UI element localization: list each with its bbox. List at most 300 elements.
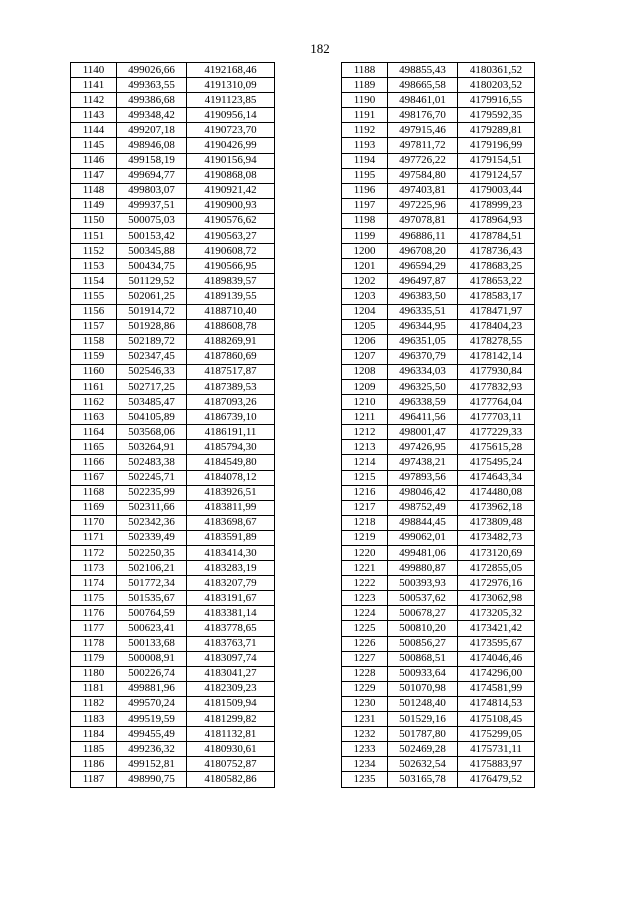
y-coordinate-cell: 4179154,51 <box>458 153 535 168</box>
x-coordinate-cell: 496886,11 <box>388 229 458 244</box>
point-number-cell: 1228 <box>342 666 388 681</box>
table-row <box>71 681 275 696</box>
point-number-cell: 1197 <box>342 198 388 213</box>
x-coordinate-cell: 502339,49 <box>117 530 187 545</box>
table-row <box>342 470 535 485</box>
point-number-cell: 1173 <box>71 561 117 576</box>
point-number-cell: 1184 <box>71 727 117 742</box>
point-number-cell: 1169 <box>71 500 117 515</box>
point-number-cell: 1177 <box>71 621 117 636</box>
y-coordinate-cell: 4178142,14 <box>458 349 535 364</box>
point-number-cell: 1153 <box>71 259 117 274</box>
table-row <box>71 410 275 425</box>
table-row <box>342 334 535 349</box>
x-coordinate-cell: 499363,55 <box>117 78 187 93</box>
x-coordinate-cell: 500434,75 <box>117 259 187 274</box>
y-coordinate-cell: 4174480,08 <box>458 485 535 500</box>
point-number-cell: 1221 <box>342 561 388 576</box>
table-row <box>71 244 275 259</box>
table-row <box>342 666 535 681</box>
y-coordinate-cell: 4187093,26 <box>187 395 275 410</box>
y-coordinate-cell: 4191123,85 <box>187 93 275 108</box>
table-row <box>71 183 275 198</box>
y-coordinate-cell: 4174643,34 <box>458 470 535 485</box>
point-number-cell: 1223 <box>342 591 388 606</box>
y-coordinate-cell: 4175299,05 <box>458 727 535 742</box>
x-coordinate-cell: 499207,18 <box>117 123 187 138</box>
y-coordinate-cell: 4178999,23 <box>458 198 535 213</box>
table-row <box>71 636 275 651</box>
x-coordinate-cell: 500933,64 <box>388 666 458 681</box>
point-number-cell: 1168 <box>71 485 117 500</box>
point-number-cell: 1219 <box>342 530 388 545</box>
x-coordinate-cell: 498946,08 <box>117 138 187 153</box>
x-coordinate-cell: 498990,75 <box>117 772 187 787</box>
y-coordinate-cell: 4177229,33 <box>458 425 535 440</box>
point-number-cell: 1217 <box>342 500 388 515</box>
point-number-cell: 1226 <box>342 636 388 651</box>
y-coordinate-cell: 4190723,70 <box>187 123 275 138</box>
x-coordinate-cell: 502546,33 <box>117 364 187 379</box>
x-coordinate-cell: 499455,49 <box>117 727 187 742</box>
table-row <box>71 364 275 379</box>
y-coordinate-cell: 4188710,40 <box>187 304 275 319</box>
table-row <box>342 138 535 153</box>
point-number-cell: 1171 <box>71 530 117 545</box>
point-number-cell: 1163 <box>71 410 117 425</box>
table-row <box>71 515 275 530</box>
x-coordinate-cell: 497426,95 <box>388 440 458 455</box>
x-coordinate-cell: 499158,19 <box>117 153 187 168</box>
point-number-cell: 1160 <box>71 364 117 379</box>
x-coordinate-cell: 497726,22 <box>388 153 458 168</box>
table-body <box>71 63 275 788</box>
x-coordinate-cell: 496370,79 <box>388 349 458 364</box>
x-coordinate-cell: 502245,71 <box>117 470 187 485</box>
point-number-cell: 1191 <box>342 108 388 123</box>
y-coordinate-cell: 4184078,12 <box>187 470 275 485</box>
point-number-cell: 1188 <box>342 63 388 78</box>
table-row <box>342 576 535 591</box>
y-coordinate-cell: 4183207,79 <box>187 576 275 591</box>
table-row <box>71 153 275 168</box>
point-number-cell: 1152 <box>71 244 117 259</box>
table-row <box>342 696 535 711</box>
table-row <box>71 334 275 349</box>
table-row <box>342 712 535 727</box>
y-coordinate-cell: 4190576,62 <box>187 213 275 228</box>
x-coordinate-cell: 498844,45 <box>388 515 458 530</box>
point-number-cell: 1193 <box>342 138 388 153</box>
table-row <box>342 772 535 787</box>
y-coordinate-cell: 4175495,24 <box>458 455 535 470</box>
x-coordinate-cell: 498461,01 <box>388 93 458 108</box>
y-coordinate-cell: 4174296,00 <box>458 666 535 681</box>
point-number-cell: 1176 <box>71 606 117 621</box>
x-coordinate-cell: 500133,68 <box>117 636 187 651</box>
point-number-cell: 1185 <box>71 742 117 757</box>
y-coordinate-cell: 4187389,53 <box>187 379 275 394</box>
y-coordinate-cell: 4173205,32 <box>458 606 535 621</box>
x-coordinate-cell: 499519,59 <box>117 712 187 727</box>
point-number-cell: 1140 <box>71 63 117 78</box>
x-coordinate-cell: 501772,34 <box>117 576 187 591</box>
x-coordinate-cell: 497893,56 <box>388 470 458 485</box>
point-number-cell: 1225 <box>342 621 388 636</box>
y-coordinate-cell: 4172976,16 <box>458 576 535 591</box>
point-number-cell: 1164 <box>71 425 117 440</box>
y-coordinate-cell: 4173421,42 <box>458 621 535 636</box>
table-row <box>71 395 275 410</box>
y-coordinate-cell: 4190900,93 <box>187 198 275 213</box>
point-number-cell: 1207 <box>342 349 388 364</box>
point-number-cell: 1204 <box>342 304 388 319</box>
table-row <box>71 651 275 666</box>
point-number-cell: 1144 <box>71 123 117 138</box>
table-row <box>342 259 535 274</box>
x-coordinate-cell: 500764,59 <box>117 606 187 621</box>
table-row <box>342 213 535 228</box>
x-coordinate-cell: 502189,72 <box>117 334 187 349</box>
table-row <box>342 78 535 93</box>
point-number-cell: 1166 <box>71 455 117 470</box>
y-coordinate-cell: 4183097,74 <box>187 651 275 666</box>
x-coordinate-cell: 496344,95 <box>388 319 458 334</box>
y-coordinate-cell: 4183591,89 <box>187 530 275 545</box>
point-number-cell: 1198 <box>342 213 388 228</box>
table-row <box>71 78 275 93</box>
y-coordinate-cell: 4190156,94 <box>187 153 275 168</box>
table-row <box>342 153 535 168</box>
table-row <box>71 712 275 727</box>
x-coordinate-cell: 499880,87 <box>388 561 458 576</box>
x-coordinate-cell: 500075,03 <box>117 213 187 228</box>
x-coordinate-cell: 497811,72 <box>388 138 458 153</box>
point-number-cell: 1182 <box>71 696 117 711</box>
point-number-cell: 1158 <box>71 334 117 349</box>
point-number-cell: 1146 <box>71 153 117 168</box>
x-coordinate-cell: 501928,86 <box>117 319 187 334</box>
table-body <box>342 63 535 788</box>
y-coordinate-cell: 4187517,87 <box>187 364 275 379</box>
point-number-cell: 1229 <box>342 681 388 696</box>
point-number-cell: 1172 <box>71 546 117 561</box>
point-number-cell: 1232 <box>342 727 388 742</box>
point-number-cell: 1155 <box>71 289 117 304</box>
x-coordinate-cell: 499694,77 <box>117 168 187 183</box>
coordinates-table-right <box>341 62 535 788</box>
x-coordinate-cell: 502235,99 <box>117 485 187 500</box>
table-row <box>342 591 535 606</box>
x-coordinate-cell: 499348,42 <box>117 108 187 123</box>
y-coordinate-cell: 4173482,73 <box>458 530 535 545</box>
x-coordinate-cell: 496351,05 <box>388 334 458 349</box>
y-coordinate-cell: 4181299,82 <box>187 712 275 727</box>
y-coordinate-cell: 4174581,99 <box>458 681 535 696</box>
y-coordinate-cell: 4178653,22 <box>458 274 535 289</box>
y-coordinate-cell: 4183414,30 <box>187 546 275 561</box>
point-number-cell: 1148 <box>71 183 117 198</box>
point-number-cell: 1178 <box>71 636 117 651</box>
x-coordinate-cell: 499570,24 <box>117 696 187 711</box>
table-row <box>71 591 275 606</box>
y-coordinate-cell: 4178583,17 <box>458 289 535 304</box>
table-row <box>342 229 535 244</box>
point-number-cell: 1216 <box>342 485 388 500</box>
table-row <box>71 123 275 138</box>
table-row <box>342 108 535 123</box>
y-coordinate-cell: 4188608,78 <box>187 319 275 334</box>
table-row <box>342 364 535 379</box>
point-number-cell: 1157 <box>71 319 117 334</box>
y-coordinate-cell: 4174046,46 <box>458 651 535 666</box>
x-coordinate-cell: 499481,06 <box>388 546 458 561</box>
x-coordinate-cell: 496334,03 <box>388 364 458 379</box>
point-number-cell: 1183 <box>71 712 117 727</box>
table-row <box>342 410 535 425</box>
x-coordinate-cell: 501914,72 <box>117 304 187 319</box>
point-number-cell: 1196 <box>342 183 388 198</box>
y-coordinate-cell: 4184549,80 <box>187 455 275 470</box>
table-row <box>342 636 535 651</box>
y-coordinate-cell: 4182309,23 <box>187 681 275 696</box>
point-number-cell: 1199 <box>342 229 388 244</box>
x-coordinate-cell: 496708,20 <box>388 244 458 259</box>
y-coordinate-cell: 4187860,69 <box>187 349 275 364</box>
y-coordinate-cell: 4189139,55 <box>187 289 275 304</box>
x-coordinate-cell: 501529,16 <box>388 712 458 727</box>
table-row <box>342 274 535 289</box>
point-number-cell: 1212 <box>342 425 388 440</box>
table-row <box>71 455 275 470</box>
x-coordinate-cell: 497915,46 <box>388 123 458 138</box>
table-row <box>71 727 275 742</box>
table-row <box>71 772 275 787</box>
x-coordinate-cell: 496411,56 <box>388 410 458 425</box>
y-coordinate-cell: 4183778,65 <box>187 621 275 636</box>
table-row <box>342 168 535 183</box>
table-row <box>71 621 275 636</box>
table-row <box>342 621 535 636</box>
y-coordinate-cell: 4178784,51 <box>458 229 535 244</box>
y-coordinate-cell: 4177832,93 <box>458 379 535 394</box>
table-row <box>342 455 535 470</box>
table-row <box>71 274 275 289</box>
table-row <box>342 757 535 772</box>
x-coordinate-cell: 498176,70 <box>388 108 458 123</box>
point-number-cell: 1231 <box>342 712 388 727</box>
table-row <box>71 213 275 228</box>
y-coordinate-cell: 4190868,08 <box>187 168 275 183</box>
x-coordinate-cell: 497225,96 <box>388 198 458 213</box>
page-number: 182 <box>310 41 330 56</box>
x-coordinate-cell: 498046,42 <box>388 485 458 500</box>
y-coordinate-cell: 4192168,46 <box>187 63 275 78</box>
y-coordinate-cell: 4178683,25 <box>458 259 535 274</box>
point-number-cell: 1192 <box>342 123 388 138</box>
y-coordinate-cell: 4179124,57 <box>458 168 535 183</box>
y-coordinate-cell: 4179196,99 <box>458 138 535 153</box>
table-row <box>342 395 535 410</box>
y-coordinate-cell: 4173120,69 <box>458 546 535 561</box>
point-number-cell: 1181 <box>71 681 117 696</box>
table-row <box>71 606 275 621</box>
x-coordinate-cell: 499803,07 <box>117 183 187 198</box>
y-coordinate-cell: 4180361,52 <box>458 63 535 78</box>
table-row <box>71 168 275 183</box>
y-coordinate-cell: 4178736,43 <box>458 244 535 259</box>
x-coordinate-cell: 501248,40 <box>388 696 458 711</box>
y-coordinate-cell: 4183698,67 <box>187 515 275 530</box>
y-coordinate-cell: 4180582,86 <box>187 772 275 787</box>
point-number-cell: 1206 <box>342 334 388 349</box>
table-row <box>71 138 275 153</box>
x-coordinate-cell: 504105,89 <box>117 410 187 425</box>
y-coordinate-cell: 4175883,97 <box>458 757 535 772</box>
point-number-cell: 1200 <box>342 244 388 259</box>
table-row <box>71 63 275 78</box>
point-number-cell: 1220 <box>342 546 388 561</box>
point-number-cell: 1151 <box>71 229 117 244</box>
x-coordinate-cell: 496338,59 <box>388 395 458 410</box>
x-coordinate-cell: 503165,78 <box>388 772 458 787</box>
table-row <box>342 440 535 455</box>
point-number-cell: 1230 <box>342 696 388 711</box>
table-row <box>342 183 535 198</box>
point-number-cell: 1143 <box>71 108 117 123</box>
y-coordinate-cell: 4180930,61 <box>187 742 275 757</box>
table-row <box>342 289 535 304</box>
point-number-cell: 1141 <box>71 78 117 93</box>
y-coordinate-cell: 4190563,27 <box>187 229 275 244</box>
x-coordinate-cell: 500537,62 <box>388 591 458 606</box>
x-coordinate-cell: 497438,21 <box>388 455 458 470</box>
table-row <box>342 727 535 742</box>
point-number-cell: 1234 <box>342 757 388 772</box>
y-coordinate-cell: 4186191,11 <box>187 425 275 440</box>
x-coordinate-cell: 499062,01 <box>388 530 458 545</box>
table-row <box>342 606 535 621</box>
table-row <box>342 379 535 394</box>
point-number-cell: 1218 <box>342 515 388 530</box>
x-coordinate-cell: 500393,93 <box>388 576 458 591</box>
y-coordinate-cell: 4179003,44 <box>458 183 535 198</box>
x-coordinate-cell: 501535,67 <box>117 591 187 606</box>
x-coordinate-cell: 500856,27 <box>388 636 458 651</box>
y-coordinate-cell: 4181509,94 <box>187 696 275 711</box>
y-coordinate-cell: 4173809,48 <box>458 515 535 530</box>
x-coordinate-cell: 500868,51 <box>388 651 458 666</box>
point-number-cell: 1233 <box>342 742 388 757</box>
x-coordinate-cell: 500623,41 <box>117 621 187 636</box>
point-number-cell: 1175 <box>71 591 117 606</box>
point-number-cell: 1145 <box>71 138 117 153</box>
point-number-cell: 1195 <box>342 168 388 183</box>
y-coordinate-cell: 4173595,67 <box>458 636 535 651</box>
table-row <box>71 666 275 681</box>
x-coordinate-cell: 500810,20 <box>388 621 458 636</box>
x-coordinate-cell: 502342,36 <box>117 515 187 530</box>
table-row <box>71 561 275 576</box>
x-coordinate-cell: 499026,66 <box>117 63 187 78</box>
table-row <box>342 349 535 364</box>
table-row <box>71 379 275 394</box>
x-coordinate-cell: 499236,32 <box>117 742 187 757</box>
table-row <box>342 515 535 530</box>
point-number-cell: 1174 <box>71 576 117 591</box>
y-coordinate-cell: 4178404,23 <box>458 319 535 334</box>
x-coordinate-cell: 499386,68 <box>117 93 187 108</box>
point-number-cell: 1224 <box>342 606 388 621</box>
y-coordinate-cell: 4181132,81 <box>187 727 275 742</box>
table-row <box>71 259 275 274</box>
point-number-cell: 1149 <box>71 198 117 213</box>
table-row <box>342 681 535 696</box>
y-coordinate-cell: 4172855,05 <box>458 561 535 576</box>
table-row <box>342 485 535 500</box>
x-coordinate-cell: 502311,66 <box>117 500 187 515</box>
y-coordinate-cell: 4185794,30 <box>187 440 275 455</box>
y-coordinate-cell: 4175731,11 <box>458 742 535 757</box>
y-coordinate-cell: 4175615,28 <box>458 440 535 455</box>
point-number-cell: 1142 <box>71 93 117 108</box>
table-row <box>71 576 275 591</box>
table-row <box>71 696 275 711</box>
x-coordinate-cell: 496594,29 <box>388 259 458 274</box>
x-coordinate-cell: 502106,21 <box>117 561 187 576</box>
x-coordinate-cell: 499152,81 <box>117 757 187 772</box>
x-coordinate-cell: 499937,51 <box>117 198 187 213</box>
point-number-cell: 1159 <box>71 349 117 364</box>
y-coordinate-cell: 4183763,71 <box>187 636 275 651</box>
y-coordinate-cell: 4175108,45 <box>458 712 535 727</box>
y-coordinate-cell: 4177930,84 <box>458 364 535 379</box>
y-coordinate-cell: 4183041,27 <box>187 666 275 681</box>
y-coordinate-cell: 4177764,04 <box>458 395 535 410</box>
coordinates-table-left <box>70 62 275 788</box>
x-coordinate-cell: 502347,45 <box>117 349 187 364</box>
y-coordinate-cell: 4173962,18 <box>458 500 535 515</box>
x-coordinate-cell: 501070,98 <box>388 681 458 696</box>
table-row <box>342 123 535 138</box>
y-coordinate-cell: 4178471,97 <box>458 304 535 319</box>
table-row <box>71 319 275 334</box>
point-number-cell: 1215 <box>342 470 388 485</box>
y-coordinate-cell: 4189839,57 <box>187 274 275 289</box>
point-number-cell: 1150 <box>71 213 117 228</box>
y-coordinate-cell: 4183811,99 <box>187 500 275 515</box>
y-coordinate-cell: 4188269,91 <box>187 334 275 349</box>
point-number-cell: 1203 <box>342 289 388 304</box>
x-coordinate-cell: 500153,42 <box>117 229 187 244</box>
table-row <box>342 561 535 576</box>
y-coordinate-cell: 4183381,14 <box>187 606 275 621</box>
point-number-cell: 1211 <box>342 410 388 425</box>
point-number-cell: 1162 <box>71 395 117 410</box>
y-coordinate-cell: 4178278,55 <box>458 334 535 349</box>
point-number-cell: 1189 <box>342 78 388 93</box>
table-row <box>71 289 275 304</box>
point-number-cell: 1194 <box>342 153 388 168</box>
table-row <box>342 530 535 545</box>
y-coordinate-cell: 4176479,52 <box>458 772 535 787</box>
table-row <box>342 198 535 213</box>
y-coordinate-cell: 4183191,67 <box>187 591 275 606</box>
point-number-cell: 1235 <box>342 772 388 787</box>
point-number-cell: 1147 <box>71 168 117 183</box>
x-coordinate-cell: 497403,81 <box>388 183 458 198</box>
y-coordinate-cell: 4190956,14 <box>187 108 275 123</box>
